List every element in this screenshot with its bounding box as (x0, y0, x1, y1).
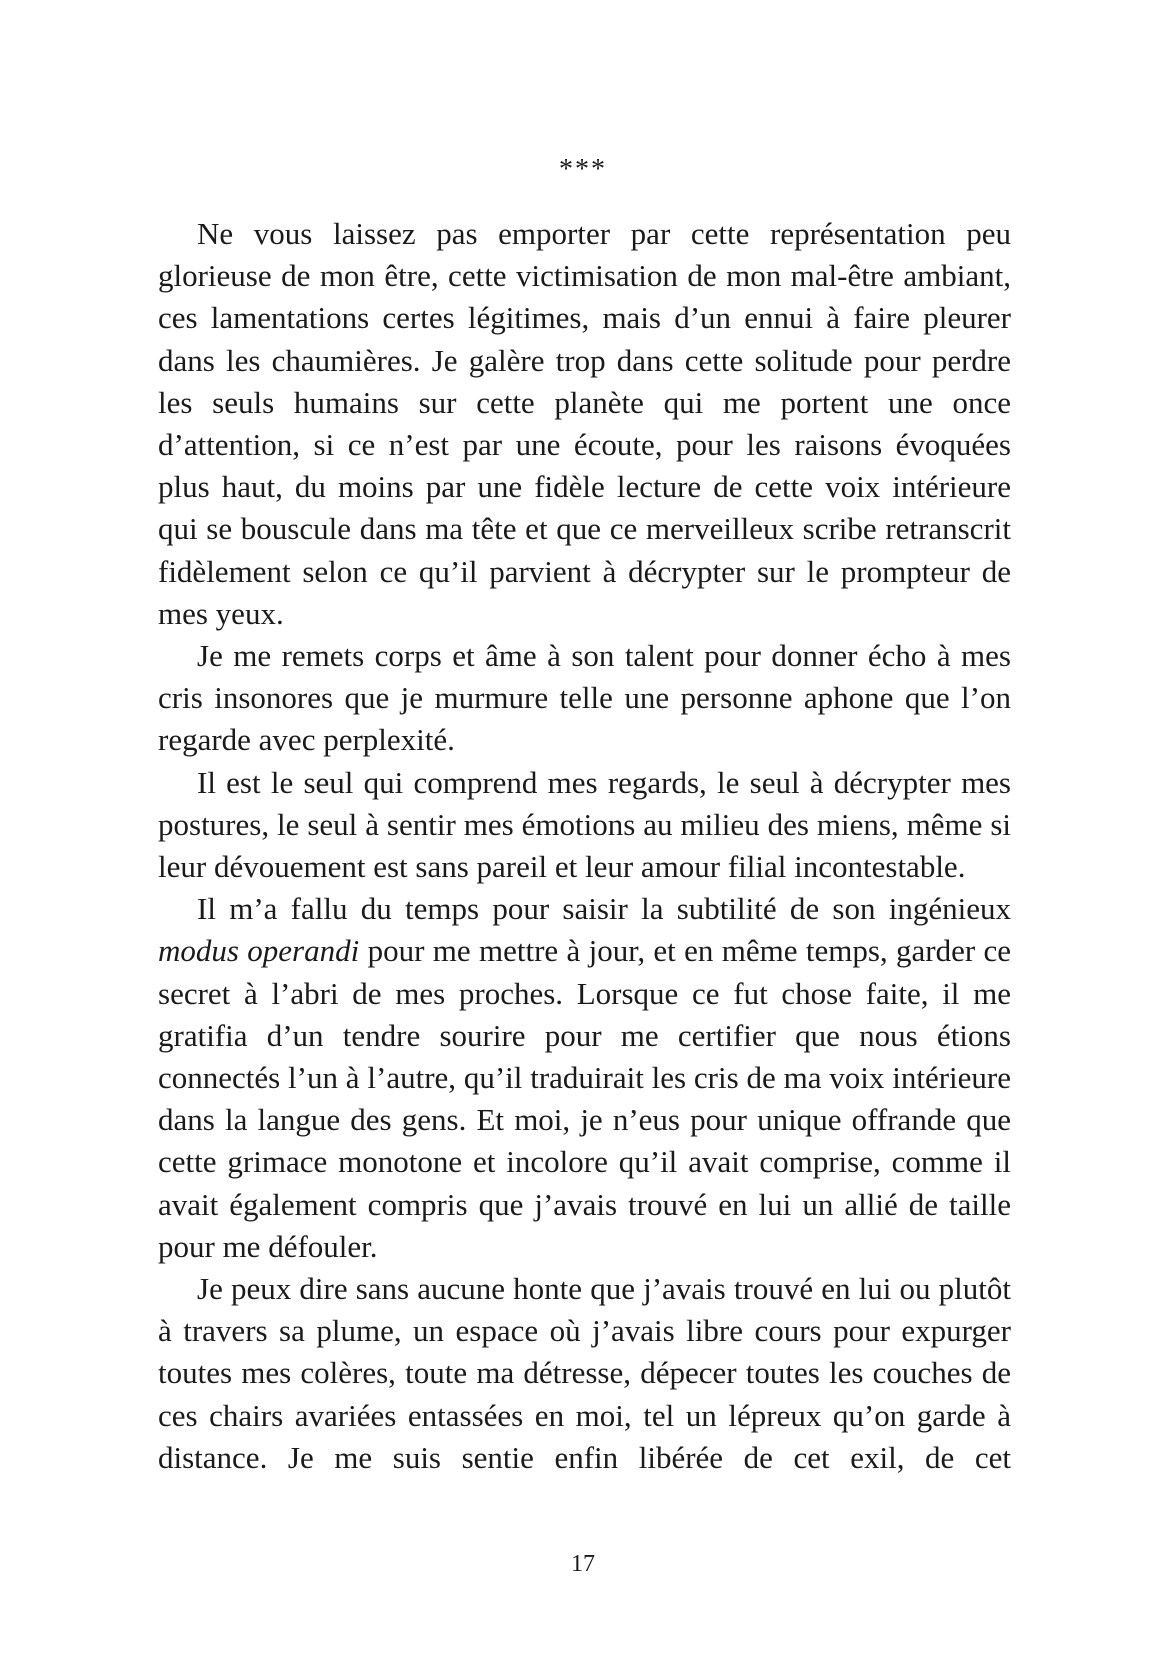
paragraph (158, 888, 1011, 1268)
text-run: Il est le seul qui comprend mes regards, le seul à décrypter mes postures, le seul à sentir mes émotions au milieu des miens, même si leur dévouement est sans pareil et leur amour filial incontestable. (158, 764, 1011, 885)
section-separator: *** (559, 154, 607, 185)
page-number: 17 (571, 1551, 595, 1577)
italic-phrase: modus operandi (158, 933, 360, 969)
paragraph (158, 1268, 1011, 1479)
paragraph (158, 213, 1011, 635)
text-run: Je me remets corps et âme à son talent pour donner écho à mes cris insonores que je murmure telle une personne aphone que l’on regarde avec perplexité. (158, 638, 1011, 758)
paragraph (158, 762, 1011, 889)
text-run: pour me mettre à jour, et en même temps, garder ce secret à l’abri de mes proches. Lorsque ce fut chose faite, il me gratifia d’un tendre sourire pour me certifier que nous étions connectés l’un à l’autre, qu’il traduirait les cris de ma voix intérieure dans la langue des gens. Et moi, je n’eus pour unique offrande que cette grimace monotone et incolore qu’il avait comprise, comme il avait également compris que j’avais trouvé en lui un allié de taille pour me défouler. (158, 933, 1012, 1264)
text-run: Il m’a fallu du temps pour saisir la subtilité de son ingénieux (197, 891, 1011, 927)
paragraph (158, 635, 1011, 762)
text-run: Ne vous laissez pas emporter par cette représentation peu glorieuse de mon être, cette victimisation de mon mal-être ambiant, ces lamentations certes légitimes, mais d’un ennui à faire pleurer dans les chaumières. Je galère trop dans cette solitude pour perdre les seuls humains sur cette planète qui me portent une once d’attention, si ce n’est par une écoute, pour les raisons évoquées plus haut, du moins par une fidèle lecture de cette voix intérieure qui se bouscule dans ma tête et que ce merveilleux scribe retranscrit fidèlement selon ce qu’il parvient à décrypter sur le prompteur de mes yeux. (158, 216, 1011, 631)
body-text (158, 213, 1011, 1479)
text-run: Je peux dire sans aucune honte que j’avais trouvé en lui ou plutôt à travers sa plume, un espace où j’avais libre cours pour expurger toutes mes colères, toute ma détresse, dépecer toutes les couches de ces chairs avariées entassées en moi, tel un lépreux qu’on garde à distance. Je me suis sentie enfin libérée de cet exil, de cet (158, 1271, 1011, 1475)
